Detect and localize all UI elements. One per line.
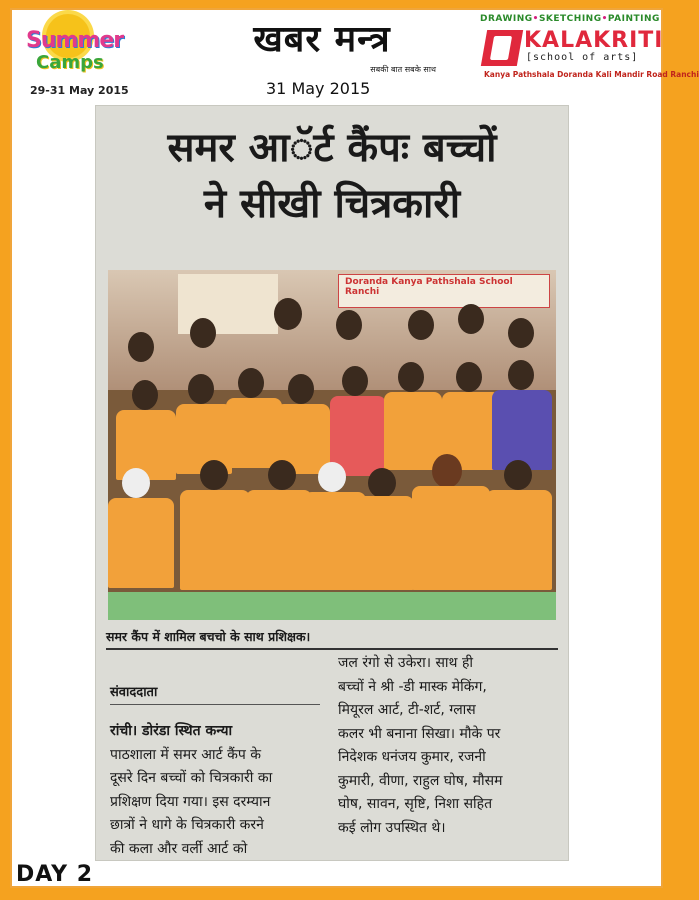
tagline-painting: PAINTING [607, 14, 660, 24]
column1-line-3: दूसरे दिन बच्चों को चित्रकारी का [110, 770, 273, 786]
article-headline [106, 120, 558, 232]
kalakriti-address: Kanya Pathshala Doranda Kali Mandir Road Ranchi [484, 70, 699, 79]
camp-dates: 29-31 May 2015 [30, 84, 129, 97]
tagline-drawing: DRAWING [480, 14, 533, 24]
newspaper-clipping [96, 106, 568, 860]
newspaper-masthead [202, 19, 442, 74]
summer-camps-logo [20, 14, 130, 97]
article-column-1 [110, 720, 330, 861]
publication-date: 31 May 2015 [266, 79, 371, 98]
page-frame [10, 8, 699, 888]
column2-line-7: घोष, सावन, सृष्टि, निशा सहित [338, 796, 493, 812]
tagline-sketching: SKETCHING [538, 14, 602, 24]
summer-logo-word1: Summer [26, 28, 124, 53]
kalakriti-tagline: DRAWING•SKETCHING•PAINTING [480, 14, 660, 24]
summer-logo-word2: Camps [36, 52, 104, 73]
byline-divider [110, 704, 320, 705]
column2-line-8: कई लोग उपस्थित थे। [338, 819, 446, 836]
byline: संवाददाता [110, 685, 158, 700]
column2-line-3: मियूरल आर्ट, टी-शर्ट, ग्लास [338, 702, 476, 718]
column1-line-4: प्रशिक्षण दिया गया। इस दरम्यान [110, 793, 271, 810]
column1-line-5: छात्रों ने धागे के चित्रकारी करने [110, 817, 264, 833]
caption-divider [106, 648, 558, 650]
newspaper-title: खबर मन्त्र [253, 19, 391, 60]
column2-line-5: निदेशक धनंजय कुमार, रजनी [338, 749, 486, 765]
photo-banner: Doranda Kanya Pathshala School Ranchi [338, 274, 550, 308]
column1-line-6: की कला और वर्ली आर्ट को [110, 840, 248, 857]
group-photo [108, 270, 556, 620]
column2-line-2: बच्चों ने श्री -डी मास्क मेकिंग, [338, 678, 487, 695]
column1-line-2: पाठशाला में समर आर्ट कैंप के [110, 746, 261, 763]
palette-icon [481, 30, 523, 66]
photo-caption: समर कैंप में शामिल बचचो के साथ प्रशिक्षक। [106, 629, 311, 644]
column2-line-6: कुमारी, वीणा, राहुल घोष, मौसम [338, 772, 503, 789]
headline-line-2: ने सीखी चित्रकारी [203, 181, 461, 227]
column2-line-4: कलर भी बनाना सिखा। मौके पर [338, 725, 501, 742]
kalakriti-logo [480, 14, 699, 84]
day-label: DAY 2 [16, 862, 94, 887]
kalakriti-name: KALAKRITI [524, 28, 664, 53]
headline-line-1: समर आॅर्ट कैंपः बच्चों [167, 125, 497, 171]
kalakriti-school: [school of arts] [526, 52, 639, 63]
article-column-2 [338, 652, 560, 840]
newspaper-tagline: सबकी बात सबके साथ [370, 65, 436, 74]
column2-line-1: जल रंगो से उकेरा। साथ ही [338, 655, 474, 671]
column1-line-1: रांची। डोरंडा स्थित कन्या [110, 723, 233, 739]
